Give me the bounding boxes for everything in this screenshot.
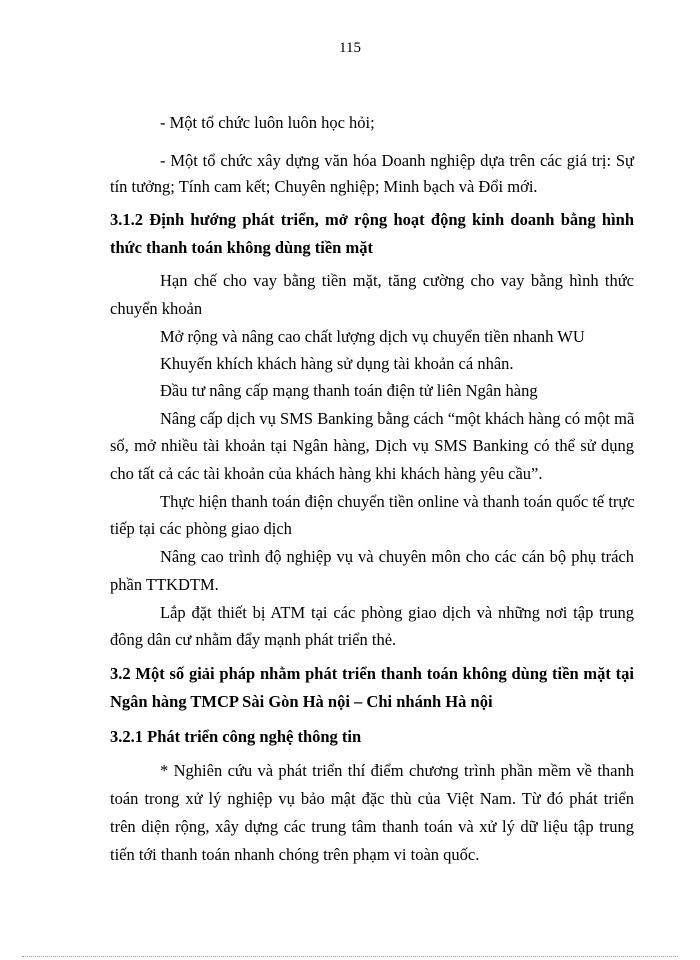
paragraph-cont: trên diện rộng, xây dựng các trung tâm thanh toán và xử lý dữ liệu tập trung [110, 817, 634, 836]
section-321-heading: 3.2.1 Phát triển công nghệ thông tin [110, 727, 362, 746]
bullet-culture-cont: tín tưởng; Tính cam kết; Chuyên nghiệp; Minh bạch và Đổi mới. [110, 177, 538, 196]
paragraph: Nâng cấp dịch vụ SMS Banking bằng cách “một khách hàng có một mã [160, 409, 635, 428]
paragraph: Hạn chế cho vay bằng tiền mặt, tăng cường cho vay bằng hình thức [160, 271, 634, 290]
paragraph: * Nghiên cứu và phát triển thí điểm chương trình phần mềm về thanh [160, 761, 634, 780]
paragraph-cont: đông dân cư nhằm đẩy mạnh phát triển thẻ. [110, 630, 397, 649]
paragraph: Thực hiện thanh toán điện chuyển tiền online và thanh toán quốc tế trực [160, 492, 635, 511]
paragraph-cont: chuyển khoản [110, 299, 203, 318]
paragraph: Nâng cao trình độ nghiệp vụ và chuyên môn cho các cán bộ phụ trách [160, 547, 634, 566]
bullet-learning: - Một tổ chức luôn luôn học hỏi; [160, 113, 375, 132]
paragraph: Khuyến khích khách hàng sử dụng tài khoản cá nhân. [160, 354, 514, 373]
section-312-heading-cont: thức thanh toán không dùng tiền mặt [110, 238, 373, 257]
section-312-heading: 3.1.2 Định hướng phát triển, mở rộng hoạt động kinh doanh bằng hình [110, 210, 634, 229]
paragraph-cont: phần TTKDTM. [110, 575, 219, 594]
page-bottom-rule [22, 956, 678, 957]
paragraph-cont: toán trong xử lý nghiệp vụ bảo mật đặc thù của Việt Nam. Từ đó phát triển [110, 789, 634, 808]
section-32-heading-cont: Ngân hàng TMCP Sài Gòn Hà nội – Chi nhánh Hà nội [110, 692, 493, 711]
paragraph-cont: tiếp tại các phòng giao dịch [110, 519, 292, 538]
section-32-heading: 3.2 Một số giải pháp nhằm phát triển thanh toán không dùng tiền mặt tại [110, 664, 634, 683]
bullet-culture: - Một tổ chức xây dựng văn hóa Doanh nghiệp dựa trên các giá trị: Sự [160, 151, 634, 170]
paragraph: Lắp đặt thiết bị ATM tại các phòng giao dịch và những nơi tập trung [160, 603, 634, 622]
paragraph-cont: tiến tới thanh toán nhanh chóng trên phạm vi toàn quốc. [110, 845, 480, 864]
paragraph-cont: cho tất cả các tài khoản của khách hàng khi khách hàng yêu cầu”. [110, 464, 543, 483]
paragraph: Mở rộng và nâng cao chất lượng dịch vụ chuyển tiền nhanh WU [160, 327, 585, 346]
page-number: 115 [339, 40, 361, 56]
paragraph: Đầu tư nâng cấp mạng thanh toán điện tử liên Ngân hàng [160, 381, 538, 400]
paragraph-cont: số, mở nhiều tài khoản tại Ngân hàng, Dịch vụ SMS Banking có thể sử dụng [110, 436, 634, 455]
